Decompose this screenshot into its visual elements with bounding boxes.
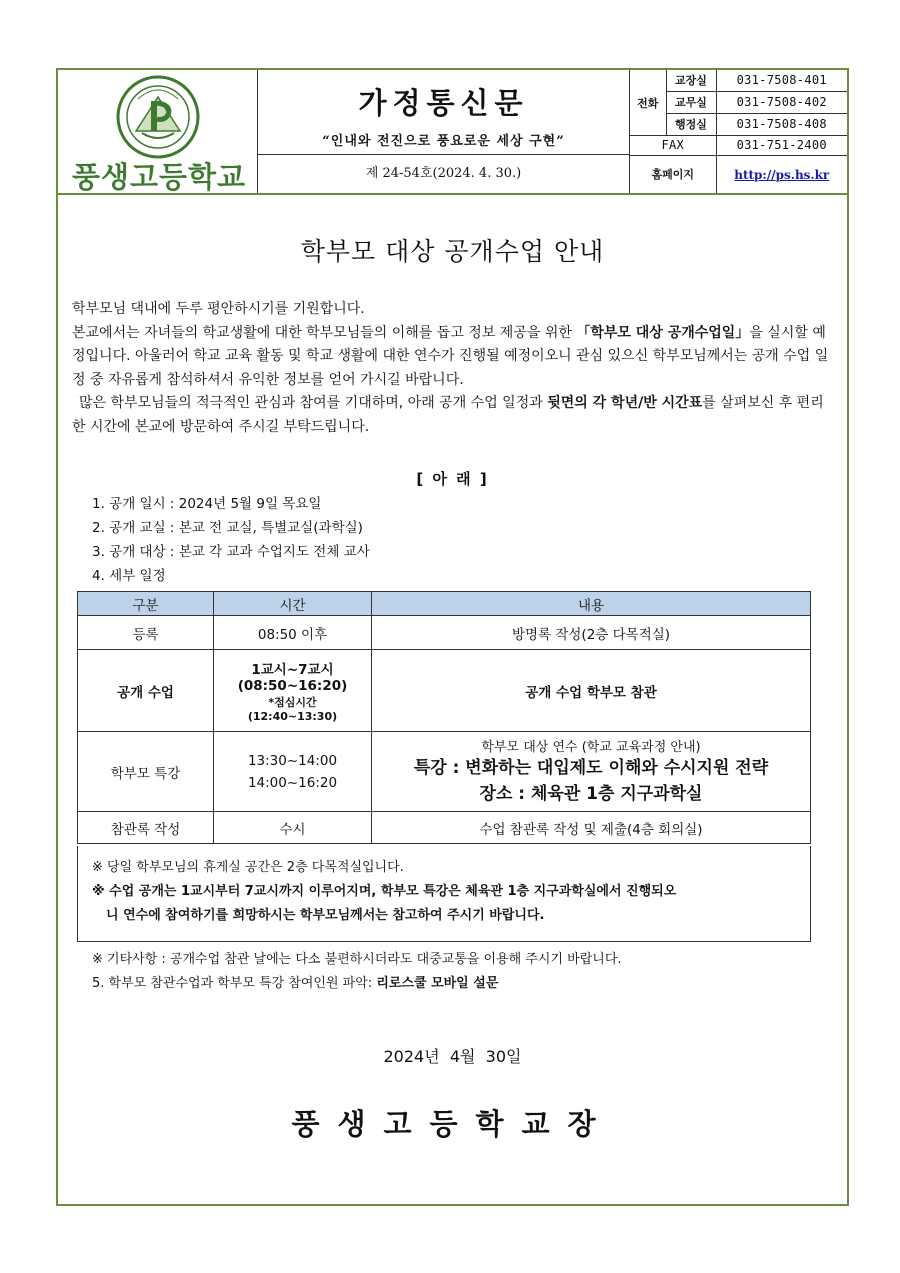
- row-content: 수업 참관록 작성 및 제출(4층 회의실): [372, 812, 811, 844]
- row-time: 08:50 이후: [214, 616, 372, 650]
- column-header: 내용: [372, 592, 811, 616]
- contact-number: 031-7508-401: [716, 70, 847, 91]
- list-item: 4. 세부 일정: [92, 568, 166, 584]
- school-logo-block: [58, 70, 258, 193]
- table-header-row: [78, 592, 811, 616]
- purpose-paragraph: 본교에서는 자녀들의 학교생활에 대한 학부모님들의 이해를 돕고 정보 제공을 위한 「학부모 대상 공개수업일」을 실시할 예정입니다. 아울러어 학교 교육 활동 및 학교 생활에 대한 연수가 진행될 예정이오니 관심 있으신 학부모님께서는 공개 수업 일정 중 자유롭게 참석하셔서 유익한 정보를 얻어 가시길 바랍니다.: [72, 324, 829, 388]
- event-name: 「학부모 대상 공개수업일」: [576, 324, 750, 341]
- below-heading: [ 아 래 ]: [416, 470, 489, 488]
- note-survey: 5. 학부모 참관수업과 학부모 특강 참여인원 파악: 리로스쿨 모바일 설문: [92, 976, 499, 991]
- list-item: 1. 공개 일시 : 2024년 5월 9일 목요일: [92, 496, 322, 512]
- row-time: 수시: [214, 812, 372, 844]
- school-seal-icon: [116, 75, 200, 159]
- contact-table: [630, 70, 847, 193]
- row-category: 공개 수업: [78, 650, 214, 732]
- table-row: [78, 650, 811, 732]
- row-category: 학부모 특강: [78, 732, 214, 812]
- survey-name: 리로스쿨 모바일 설문: [376, 976, 499, 991]
- document-frame: [56, 68, 849, 1206]
- letterhead: [58, 70, 847, 195]
- additional-notes: [92, 948, 622, 996]
- list-item: 2. 공개 교실 : 본교 전 교실, 특별교실(과학실): [92, 520, 363, 536]
- school-motto: “인내와 전진으로 풍요로운 세상 구현”: [322, 134, 565, 149]
- row-time: 13:30~14:00 14:00~16:20: [214, 732, 372, 812]
- issue-date: 2024년 4월 30일: [383, 1047, 522, 1066]
- issue-number: 제 24-54호(2024. 4. 30.): [365, 166, 522, 181]
- table-row: [78, 616, 811, 650]
- title-block: [258, 70, 630, 193]
- table-row: [78, 812, 811, 844]
- intro-text: [72, 298, 834, 439]
- fax-number: 031-751-2400: [716, 136, 847, 156]
- list-item: 3. 공개 대상 : 본교 각 교과 수업지도 전체 교사: [92, 544, 370, 560]
- request-paragraph: 많은 학부모님들의 적극적인 관심과 참여를 기대하며, 아래 공개 수업 일정과 뒷면의 각 학년/반 시간표를 살펴보신 후 편리한 시간에 본교에 방문하여 주시길 부탁드립니다.: [72, 395, 824, 435]
- row-category: 참관록 작성: [78, 812, 214, 844]
- fax-label: FAX: [630, 136, 716, 156]
- details-list: [92, 492, 370, 588]
- homepage-label: 홈페이지: [630, 155, 716, 193]
- newsletter-title: 가정통신문: [358, 86, 529, 120]
- phone-label: 전화: [630, 70, 666, 136]
- note-schedule: ※ 수업 공개는 1교시부터 7교시까지 이루어지며, 학부모 특강은 체육관 1층 지구과학실에서 진행되오: [92, 884, 677, 899]
- row-time: 1교시~7교시 (08:50~16:20) *점심시간 (12:40~13:30): [214, 650, 372, 732]
- school-logo-name: 풍생고등학교: [71, 160, 247, 194]
- lecture-location: 장소 : 체육관 1층 지구과학실: [479, 784, 703, 804]
- homepage-link[interactable]: http://ps.hs.kr: [734, 167, 830, 182]
- column-header: 구분: [78, 592, 214, 616]
- lecture-title: 특강 : 변화하는 대입제도 이해와 수시지원 전략: [413, 758, 769, 778]
- contact-label: 교무실: [666, 91, 716, 113]
- table-row: [78, 732, 811, 812]
- row-content: 방명록 작성(2층 다목적실): [372, 616, 811, 650]
- row-content: 공개 수업 학부모 참관: [372, 650, 811, 732]
- notice-title: 학부모 대상 공개수업 안내: [300, 237, 605, 266]
- note-transport: ※ 기타사항 : 공개수업 참관 날에는 다소 불편하시더라도 대중교통을 이용해 주시기 바랍니다.: [92, 952, 622, 967]
- contact-label: 행정실: [666, 113, 716, 135]
- contact-number: 031-7508-402: [716, 91, 847, 113]
- row-content: 학부모 대상 연수 (학교 교육과정 안내) 특강 : 변화하는 대입제도 이해와 수시지원 전략 장소 : 체육관 1층 지구과학실: [372, 732, 811, 812]
- contact-label: 교장실: [666, 70, 716, 91]
- note-lounge: ※ 당일 학부모님의 휴게실 공간은 2층 다목적실입니다.: [92, 860, 404, 875]
- schedule-table: [77, 591, 811, 844]
- principal-signature: 풍생고등학교장: [291, 1107, 614, 1141]
- column-header: 시간: [214, 592, 372, 616]
- note-schedule-cont: 니 연수에 참여하기를 희망하시는 학부모님께서는 참고하여 주시기 바랍니다.: [106, 908, 545, 923]
- timetable-reference: 뒷면의 각 학년/반 시간표: [547, 395, 703, 411]
- greeting-paragraph: 학부모님 댁내에 두루 평안하시기를 기원합니다.: [72, 301, 365, 317]
- notes-box: [77, 846, 811, 942]
- row-category: 등록: [78, 616, 214, 650]
- contact-number: 031-7508-408: [716, 113, 847, 135]
